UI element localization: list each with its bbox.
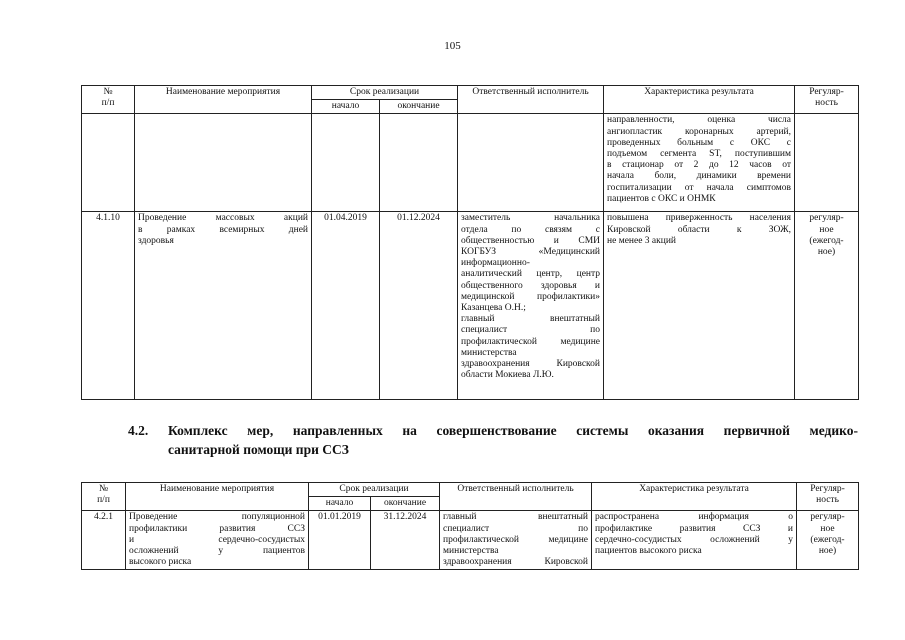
cell-end: 31.12.2024 — [371, 511, 440, 570]
header-start: начало — [309, 497, 371, 511]
header-end: окончание — [380, 100, 458, 114]
header-end: окончание — [371, 497, 440, 511]
cell-end: 01.12.2024 — [380, 212, 458, 400]
header-regularity: Регуляр- ность — [797, 483, 859, 511]
table-row — [82, 114, 859, 212]
cell-responsible — [458, 114, 604, 212]
section-number: 4.2. — [128, 423, 149, 438]
header-result: Характеристика результата — [604, 86, 795, 114]
header-name: Наименование мероприятия — [135, 86, 312, 114]
cell-name: Проведение массовых акций в рамках всемирных дней здоровья — [135, 212, 312, 400]
cell-result: повышена приверженность населения Кировской области к ЗОЖ, не менее 3 акций — [604, 212, 795, 400]
cell-result: направленности, оценка числа ангиопластик коронарных артерий, проведенных больным с ОКС с подъемом сегмента ST, поступившим в стационар от 2 до 12 часов от начала боли, динамики времени госпитализации от начала симптомов пациентов с ОКС и ОНМК — [604, 114, 795, 212]
table-header-row — [82, 483, 859, 497]
measures-table-4-1 — [81, 85, 859, 400]
cell-start: 01.01.2019 — [309, 511, 371, 570]
header-period: Срок реализации — [312, 86, 458, 100]
cell-name — [135, 114, 312, 212]
header-num: № п/п — [82, 86, 135, 114]
table-header-row — [82, 86, 859, 100]
page-number: 105 — [444, 40, 461, 52]
header-responsible: Ответственный исполнитель — [440, 483, 592, 511]
header-result: Характеристика результата — [592, 483, 797, 511]
cell-start — [312, 114, 380, 212]
cell-result: распространена информация о профилактике развития ССЗ и сердечно-сосудистых осложнений у пациентов высокого риска — [592, 511, 797, 570]
header-num: № п/п — [82, 483, 126, 511]
cell-num: 4.1.10 — [82, 212, 135, 400]
cell-responsible: заместитель начальника отдела по связям с общественностью и СМИ КОГБУЗ «Медицинский информационно- аналитический центр, центр общественного здоровья и медицинской профилактики» Казанцева О.Н.; главный внештатный специалист по профилактической медицине министерства здравоохранения Кировской области Мокиева Л.Ю. — [458, 212, 604, 400]
cell-name: Проведение популяционной профилактики развития ССЗ и сердечно-сосудистых осложнений у пациентов высокого риска — [126, 511, 309, 570]
header-period: Срок реализации — [309, 483, 440, 497]
cell-regularity — [795, 114, 859, 212]
section-heading-4-2 — [128, 421, 858, 459]
header-responsible: Ответственный исполнитель — [458, 86, 604, 114]
cell-responsible: главный внештатный специалист по профилактической медицине министерства здравоохранения Кировской — [440, 511, 592, 570]
cell-regularity: регуляр- ное (ежегод- ное) — [797, 511, 859, 570]
table-row — [82, 511, 859, 570]
cell-num — [82, 114, 135, 212]
header-name: Наименование мероприятия — [126, 483, 309, 511]
header-start: начало — [312, 100, 380, 114]
measures-table-4-2 — [81, 482, 859, 570]
cell-end — [380, 114, 458, 212]
table-row — [82, 212, 859, 400]
section-title-line-1: Комплекс мер, направленных на совершенствование системы оказания первичной медико- — [168, 423, 858, 438]
header-regularity: Регуляр- ность — [795, 86, 859, 114]
cell-num: 4.2.1 — [82, 511, 126, 570]
cell-regularity: регуляр- ное (ежегод- ное) — [795, 212, 859, 400]
cell-start: 01.04.2019 — [312, 212, 380, 400]
section-title-line-2: санитарной помощи при ССЗ — [168, 442, 349, 457]
